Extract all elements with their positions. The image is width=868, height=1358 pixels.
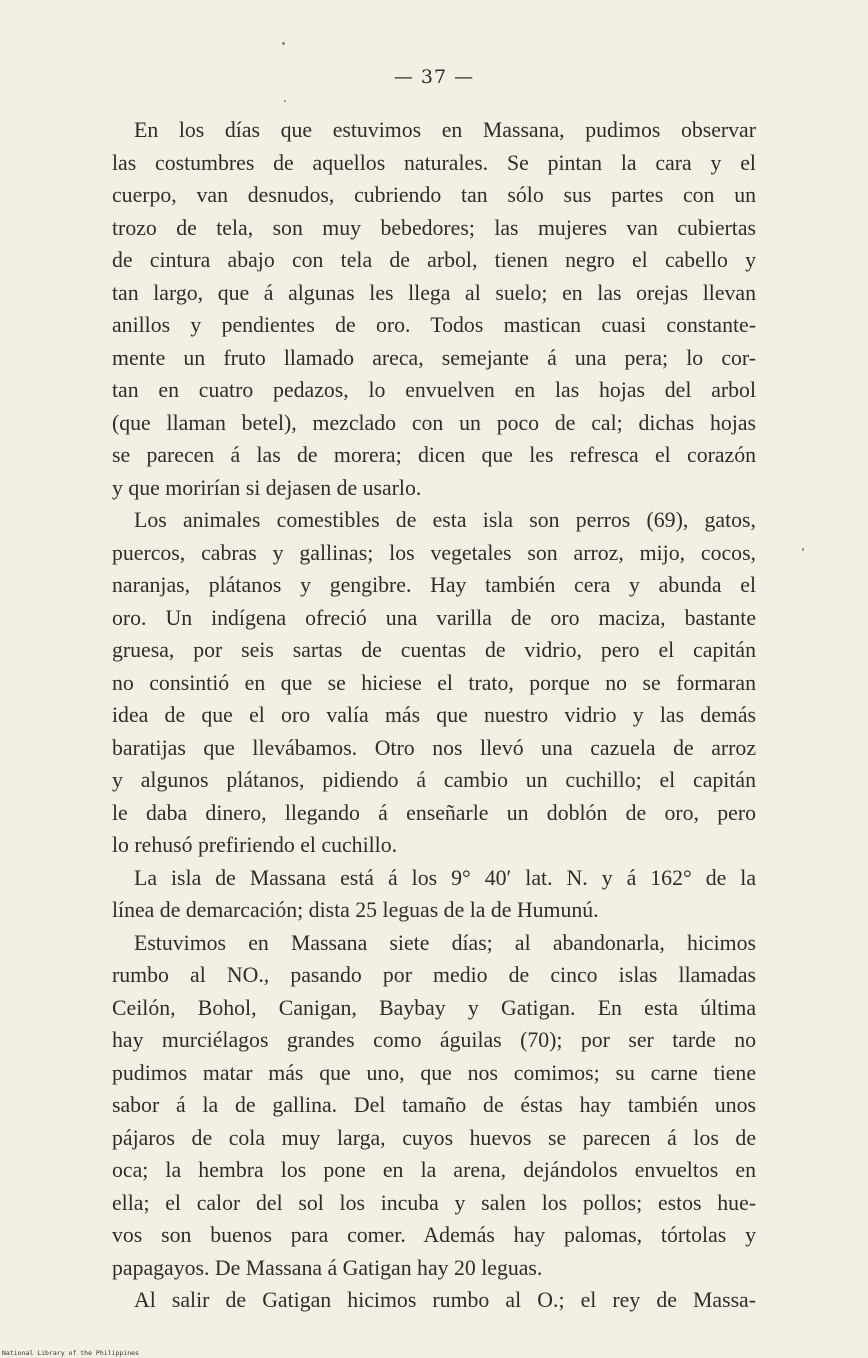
text-line: se parecen á las de morera; dicen que les refresca el corazón — [112, 443, 756, 467]
text-line: oca; la hembra los pone en la arena, dejándolos envueltos en — [112, 1158, 756, 1182]
text-line: de cintura abajo con tela de arbol, tienen negro el cabello y — [112, 248, 756, 272]
text-line: ella; el calor del sol los incuba y salen los pollos; estos hue- — [112, 1190, 756, 1215]
text-line: oro. Un indígena ofreció una varilla de oro maciza, bastante — [112, 605, 756, 630]
text-line: rumbo al NO., pasando por medio de cinco islas llamadas — [112, 963, 756, 987]
text-line: tan largo, que á algunas les llega al suelo; en las orejas llevan — [112, 280, 756, 305]
text-line: le daba dinero, llegando á enseñarle un doblón de oro, pero — [112, 800, 756, 825]
library-footer: National Library of the Philippines — [2, 1349, 139, 1357]
text-line: naranjas, plátanos y gengibre. Hay también cera y abunda el — [112, 573, 756, 597]
text-line: vos son buenos para comer. Además hay palomas, tórtolas y — [112, 1223, 756, 1247]
text-line: línea de demarcación; dista 25 leguas de la de Humunú. — [112, 898, 599, 922]
text-line: mente un fruto llamado areca, semejante á una pera; lo cor- — [112, 345, 756, 370]
body-text — [112, 114, 756, 1317]
text-line: no consintió en que se hiciese el trato, porque no se formaran — [112, 670, 756, 695]
text-line: puercos, cabras y gallinas; los vegetales son arroz, mijo, cocos, — [112, 540, 756, 565]
text-line: sabor á la de gallina. Del tamaño de éstas hay también unos — [112, 1093, 756, 1117]
text-line: papagayos. De Massana á Gatigan hay 20 leguas. — [112, 1255, 543, 1280]
text-line: Al salir de Gatigan hicimos rumbo al O.; el rey de Massa- — [134, 1288, 756, 1312]
text-line: anillos y pendientes de oro. Todos mastican cuasi constante- — [112, 313, 756, 337]
text-line: trozo de tela, son muy bebedores; las mujeres van cubiertas — [112, 215, 756, 240]
text-line: pudimos matar más que uno, que nos comimos; su carne tiene — [112, 1060, 756, 1085]
text-line: En los días que estuvimos en Massana, pudimos observar — [134, 118, 756, 142]
text-line: tan en cuatro pedazos, lo envuelven en las hojas del arbol — [112, 378, 756, 402]
paper-speck — [284, 100, 286, 102]
text-line: lo rehusó prefiriendo el cuchillo. — [112, 833, 398, 857]
text-line: cuerpo, van desnudos, cubriendo tan sólo sus partes con un — [112, 183, 756, 207]
text-line: pájaros de cola muy larga, cuyos huevos se parecen á los de — [112, 1125, 756, 1150]
page-number: — 37 — — [393, 66, 475, 88]
text-line: Ceilón, Bohol, Canigan, Baybay y Gatigan. En esta última — [112, 995, 756, 1020]
text-line: y que morirían si dejasen de usarlo. — [112, 475, 422, 500]
text-line: las costumbres de aquellos naturales. Se pintan la cara y el — [112, 150, 756, 175]
paper-speck — [282, 42, 285, 45]
text-line: y algunos plátanos, pidiendo á cambio un cuchillo; el capitán — [112, 768, 756, 792]
text-line: gruesa, por seis sartas de cuentas de vidrio, pero el capitán — [112, 638, 756, 662]
text-line: baratijas que llevábamos. Otro nos llevó una cazuela de arroz — [112, 735, 756, 760]
text-line: Estuvimos en Massana siete días; al abandonarla, hicimos — [134, 930, 756, 955]
text-line: (que llaman betel), mezclado con un poco de cal; dichas hojas — [112, 410, 756, 435]
paper-speck — [802, 548, 804, 551]
text-line: La isla de Massana está á los 9° 40′ lat. N. y á 162° de la — [134, 865, 756, 890]
text-line: Los animales comestibles de esta isla son perros (69), gatos, — [134, 508, 756, 532]
text-line: hay murciélagos grandes como águilas (70); por ser tarde no — [112, 1028, 756, 1052]
text-line: idea de que el oro valía más que nuestro vidrio y las demás — [112, 703, 756, 727]
